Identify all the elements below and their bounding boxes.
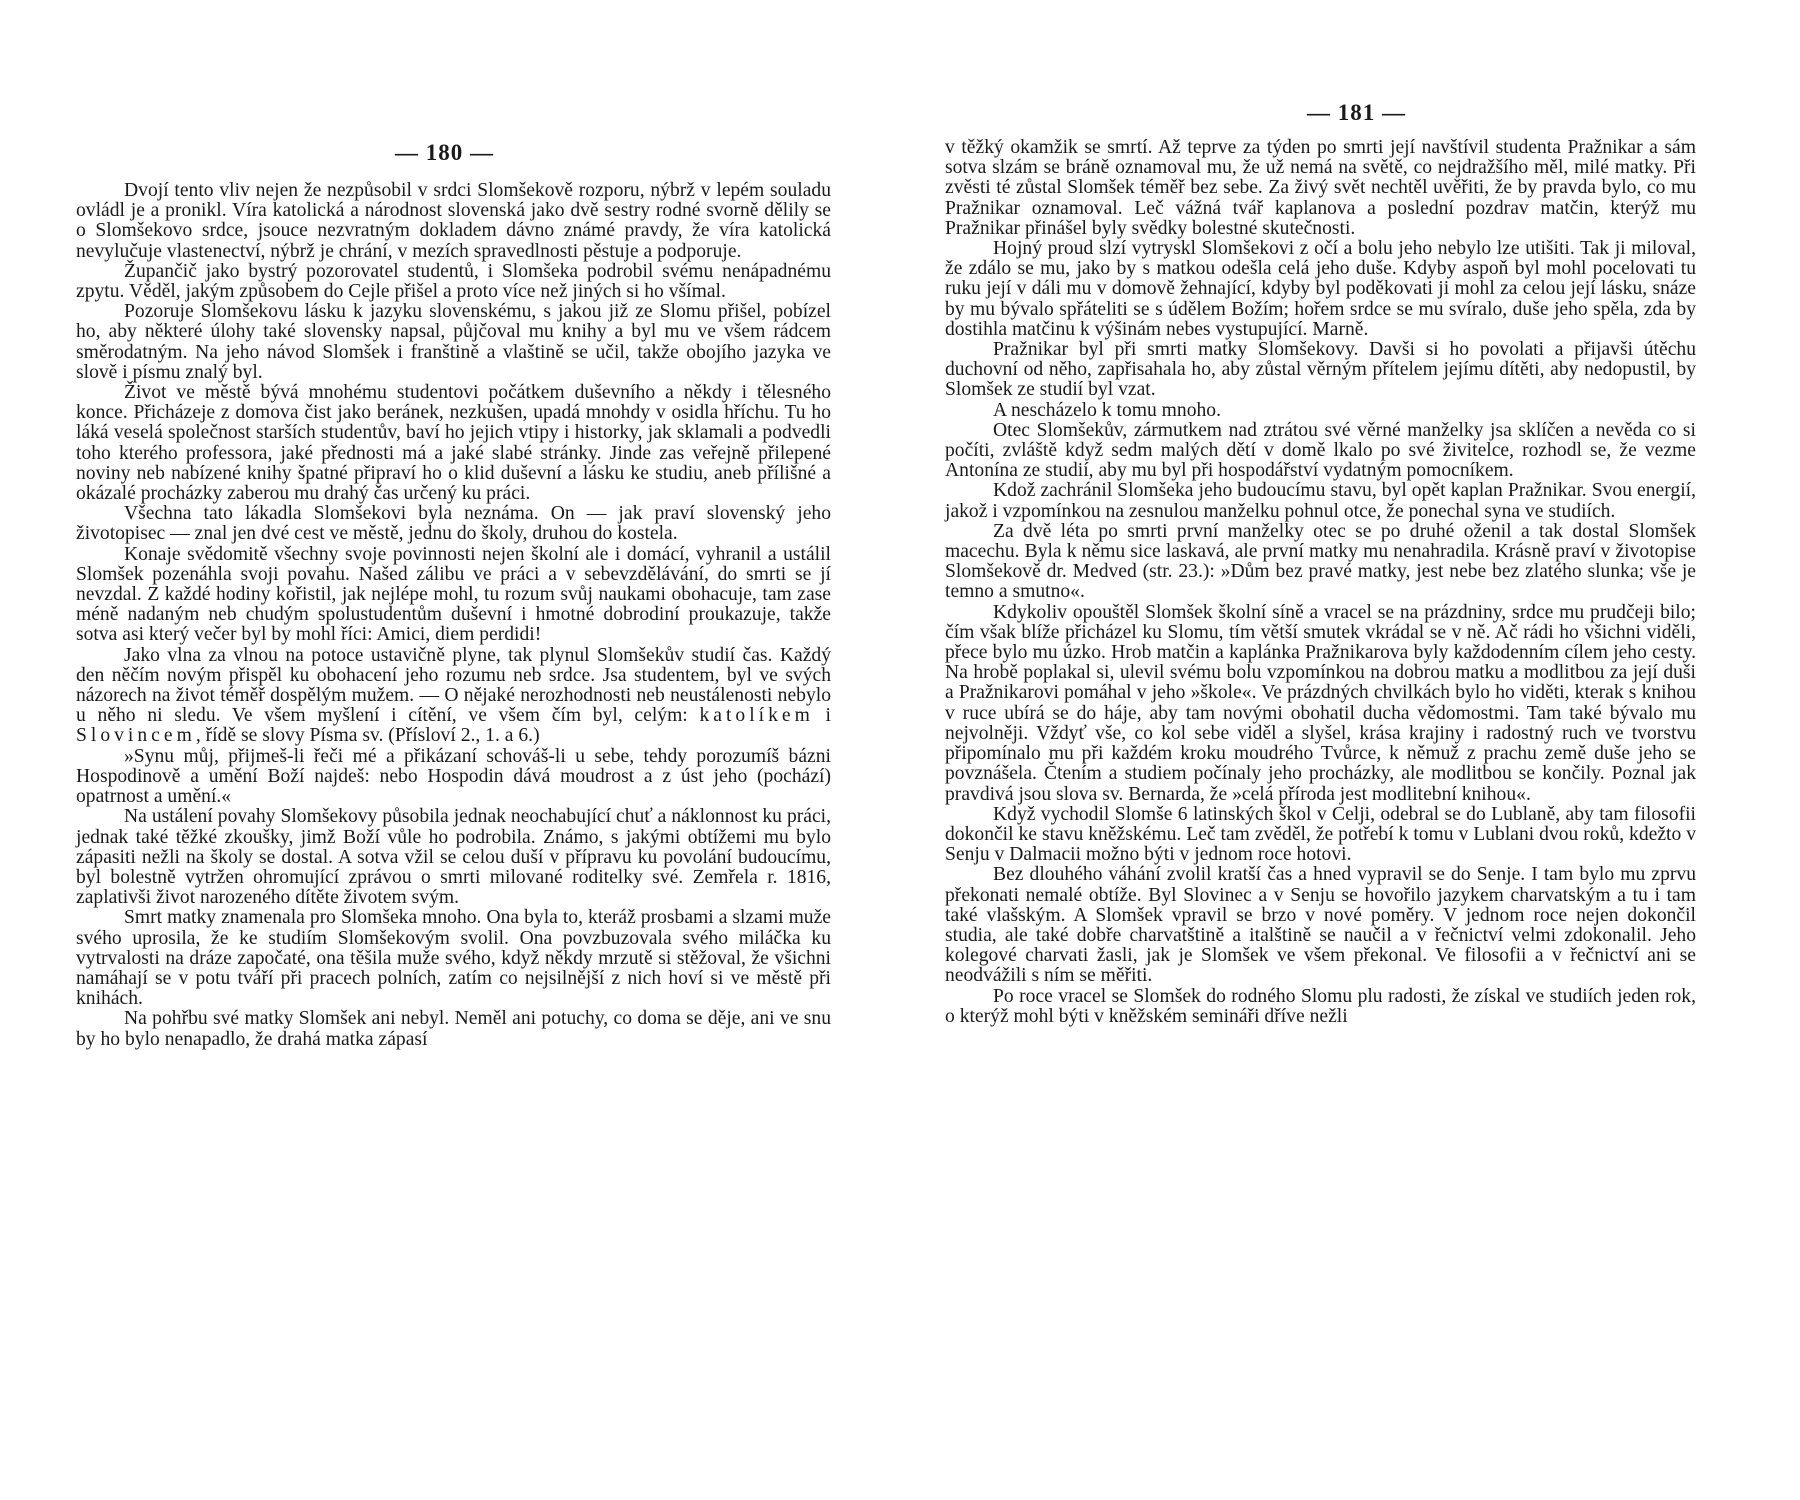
paragraph: Župančič jako bystrý pozorovatel studentů, i Slomšeka podrobil svému nenápadnému zpytu. Věděl, jakým způsobem do Cejle přišel a proto více než jiných si ho všímal. (76, 260, 831, 303)
paragraph: Dvojí tento vliv nejen že nezpůsobil v srdci Slomšekově rozporu, nýbrž v lepém souladu ovládl je a pronikl. Víra katolická a národnost slovenská jako dvě sestry rodné svorně dělily se o Slomšekovo srdce, jsouce nezvratným dokladem dávno známé pravdy, že víra katolická nevylučuje vlastenectví, nýbrž je chrání, v mezích spravedlnosti pěstuje a podporuje. (76, 180, 831, 262)
paragraph: Když vychodil Slomše 6 latinských škol v Celji, odebral se do Lublaně, aby tam filosofii dokončil ke stavu kněžskému. Leč tam zvěděl, že potřebí k tomu v Lublani dvou roků, kdežto v Senju v Dalmacii možno býti v jednom roce hotovi. (945, 803, 1696, 866)
page-number: — 180 — (395, 140, 494, 165)
paragraph: Pražnikar byl při smrti matky Slomšekovy. Davši si ho povolati a přijavši útěchu duchovní od něho, zapřisahala ho, aby zůstal věrným přítelem jejímu dítěti, aby nedopustil, by Slomšek ze studií byl vzat. (945, 339, 1696, 401)
paragraph: Život ve městě bývá mnohému studentovi počátkem duševního a někdy i tělesného konce. Přicházeje z domova čist jako beránek, nezkušen, upadá mnohdy v osidla hříchu. Tu ho láká veselá společnost starších studentův, baví ho jejich vtipy i historky, jak sklamali a podvedli toho kterého professora, jaké přednosti má a jaké slabé stránky. Jinde zas veřejně přilepené noviny neb nabízené knihy špatné připraví ho o klid duševní a lásku ke studiu, aneb přílišné a okázalé procházky zaberou mu drahý čas určený ku práci. (76, 382, 831, 505)
paragraph: Bez dlouhého váhání zvolil kratší čas a hned vypravil se do Senje. I tam bylo mu zprvu překonati nemalé obtíže. Byl Slovinec a v Senju se hovořilo jazykem charvatským a tu i tam také vlašským. A Slomšek vpravil se brzo v nové poměry. V jednom roce nejen dokončil studia, ale také dobře charvatštině a italštině se naučil a v řečnictví velmi zdokonalil. Jeho kolegové charvati žasli, jak je Slomšek ve všem překonal. Ve filosofii a v řečnictví ani se neodvážili s ním se měřiti. (945, 864, 1696, 987)
paragraph: Hojný proud slzí vytryskl Slomšekovi z očí a bolu jeho nebylo lze utišiti. Tak ji miloval, že zdálo se mu, jako by s matkou odešla celá jeho duše. Kdyby aspoň byl mohl pocelovati tu ruku její v dáli mu v domově žehnající, kdyby byl poděkovati ji mohl za celou její lásku, snáze by mu bývalo spřáteliti se s údělem Božím; hořem srdce se mu svíralo, duše jeho spěla, zda by dostihla matčinu k výšinám nebes vystupující. Marně. (945, 238, 1696, 340)
page-number: — 181 — (1307, 100, 1406, 125)
spaced-word: Slovincem (76, 725, 196, 747)
paragraph: Pozoruje Slomšekovu lásku k jazyku slovenskému, s jakou již ze Slomu přišel, pobízel ho, aby některé úlohy také slovensky napsal, půjčoval mu knihy a byl mu ve všem rádcem směrodatným. Na jeho návod Slomšek i franštině a vlaštině se učil, takže obojího jazyka ve slově i písmu znalý byl. (76, 301, 831, 383)
text-column (76, 181, 831, 1050)
paragraph: Na pohřbu své matky Slomšek ani nebyl. Neměl ani potuchy, co doma se děje, ani ve snu by ho bylo nenapadlo, že drahá matka zápasí (76, 1008, 831, 1050)
paragraph: Konaje svědomitě všechny svoje povinnosti nejen školní ale i domácí, vyhranil a ustálil Slomšek pozenáhla svoji povahu. Našed zálibu ve práci a v sebevzdělávání, do smrti se jí nevzdal. Z každé hodiny kořistil, jak nejlépe mohl, tu rozum svůj naukami obohacuje, tam zase méně nadaným neb chudým spolustudentům duševní i hmotné dobrodiní proukazuje, takže sotva asi který večer byl by mohl říci: Amici, diem perdidi! (76, 543, 831, 646)
scripture-quote: »Synu můj, přijmeš-li řeči mé a přikázaní schováš-li u sebe, tehdy porozumíš bázni Hospodinově a umění Boží najdeš: nebo Hospodin dává moudrost a z úst jeho (pochází) opatrnost a umění.« (76, 745, 831, 808)
paragraph: Za dvě léta po smrti první manželky otec se po druhé oženil a tak dostal Slomšek macechu. Byla k němu sice laskavá, ale první matky mu nenahradila. Krásně praví v životopise Slomšekově dr. Medved (str. 23.): »Dům bez pravé matky, jest nebe bez zlatého slunka; vše je temno a smutno«. (945, 520, 1696, 603)
paragraph-text: Jako vlna za vlnou na potoce ustavičně plyne, tak plynul Slomšekův studií čas. Každý den něčím novým přispěl ku obohacení jeho rozumu neb srdce. Jsa studentem, byl ve svých názorech na život téměř dospělým mužem. — O nějaké nerozhodnosti neb neustálenosti nebylo u něho ni sledu. Ve všem myšlení i cítění, ve všem čím byl, celým: (76, 644, 831, 727)
paragraph: A nescházelo k tomu mnoho. (993, 399, 1222, 421)
paragraph: Otec Slomšekův, zármutkem nad ztrátou své věrné manželky jsa sklíčen a nevěda co si počíti, zvláště když sedm malých dětí v domě lkalo po své živitelce, rozhodl se, že vezme Antonína ze studií, aby mu byl při hospodářství vydatným pomocníkem. (945, 419, 1696, 482)
paragraph: Na ustálení povahy Slomšekovy působila jednak neochabující chuť a náklonnost ku práci, jednak také těžké zkoušky, jimž Boží vůle ho podrobila. Známo, s jakými obtížemi mu bylo zápasiti nežli na školy se dostal. A sotva vžil se celou duší v přípravu ku povolání budoucímu, byl bolestně vytržen ohromující zprávou o smrti milované roditelky své. Zemřela r. 1816, zaplativši život narozeného dítěte životem svým. (76, 806, 831, 909)
connector-text: i (813, 705, 832, 727)
spaced-word: katolíkem (699, 705, 814, 727)
paragraph: Kdykoliv opouštěl Slomšek školní síně a vracel se na prázdniny, srdce mu prudčeji bilo; čím však blíže přicházel ku Slomu, tím větší smutek vkrádal se v ně. Ač rádi ho všichni viděli, přece bylo mu úzko. Hrob matčin a kaplánka Pražnikarova byly každodenním cílem jeho cesty. Na hrobě poplakal si, ulevil svému bolu vzpomínkou na dobrou matku a modlitbou za její duši a Pražnikarovi pomáhal v jeho »škole«. Ve prázdných chvilkách bylo ho viděti, kterak s knihou v ruce ubírá se do háje, aby tam novými obohatil ducha vědomostmi. Tam také bývalo mu nejvolněji. Vždyť vše, co kol sebe viděl a slyšel, krása krajiny i radostný ruch ve tvorstvu připomínalo mu při každém kroku moudrého Tvůrce, k němuž z prachu země duše jeho se povznášela. Čtením a studiem počínaly jeho procházky, ale modlitbou se končily. Poznal jak pravdivá jsou slova sv. Bernarda, že »celá příroda jest modlitební knihou«. (945, 601, 1696, 805)
paragraph-tail: , řídě se slovy Písma sv. (Přísloví 2., 1. a 6.) (195, 725, 540, 747)
paragraph-continued: v těžký okamžik se smrtí. Až teprve za týden po smrti její navštívil studenta Pražnikar a sám sotva slzám se bráně oznamoval mu, že už nemá na světě, co nejdražšího měl, milé matky. Při zvěsti té zůstal Slomšek téměř bez sebe. Za živý svět nechtěl uvěřiti, že by pravda bylo, co mu Pražnikar oznamoval. Leč vážná tvář kaplanova a poslední pozdrav matčin, kterýž mu Pražnikar přinášel byly svědky bolestné skutečnosti. (945, 137, 1696, 239)
paragraph: Všechna tato lákadla Slomšekovi byla neznáma. On — jak praví slovenský jeho životopisec — znal jen dvé cest ve městě, jednu do školy, druhou do kostela. (76, 503, 831, 545)
right-page (900, 0, 1800, 1500)
paragraph: Kdož zachránil Slomšeka jeho budoucímu stavu, byl opět kaplan Pražnikar. Svou energií, jakož i vzpomínkou na zesnulou manželku pohnul otce, že ponechal syna ve studiích. (945, 480, 1696, 522)
paragraph: Smrt matky znamenala pro Slomšeka mnoho. Ona byla to, kteráž prosbami a slzami muže svého uprosila, že ke studiím Slomšekovým svolil. Ona povzbuzovala svého miláčka ku vytrvalosti na dráze započaté, ona těšila muže svého, když někdy mrzutě si stěžoval, že všichni namáhají se v potu tváří při pracech polních, zatím co nejsilnější z nich hoví si ve městě při knihách. (76, 907, 831, 1010)
text-column (945, 138, 1696, 1027)
paragraph-with-spaced (76, 646, 831, 747)
paragraph: Po roce vracel se Slomšek do rodného Slomu plu radosti, že získal ve studiích jeden rok, o kterýž mohl býti v kněžském semináři dříve nežli (945, 985, 1696, 1027)
